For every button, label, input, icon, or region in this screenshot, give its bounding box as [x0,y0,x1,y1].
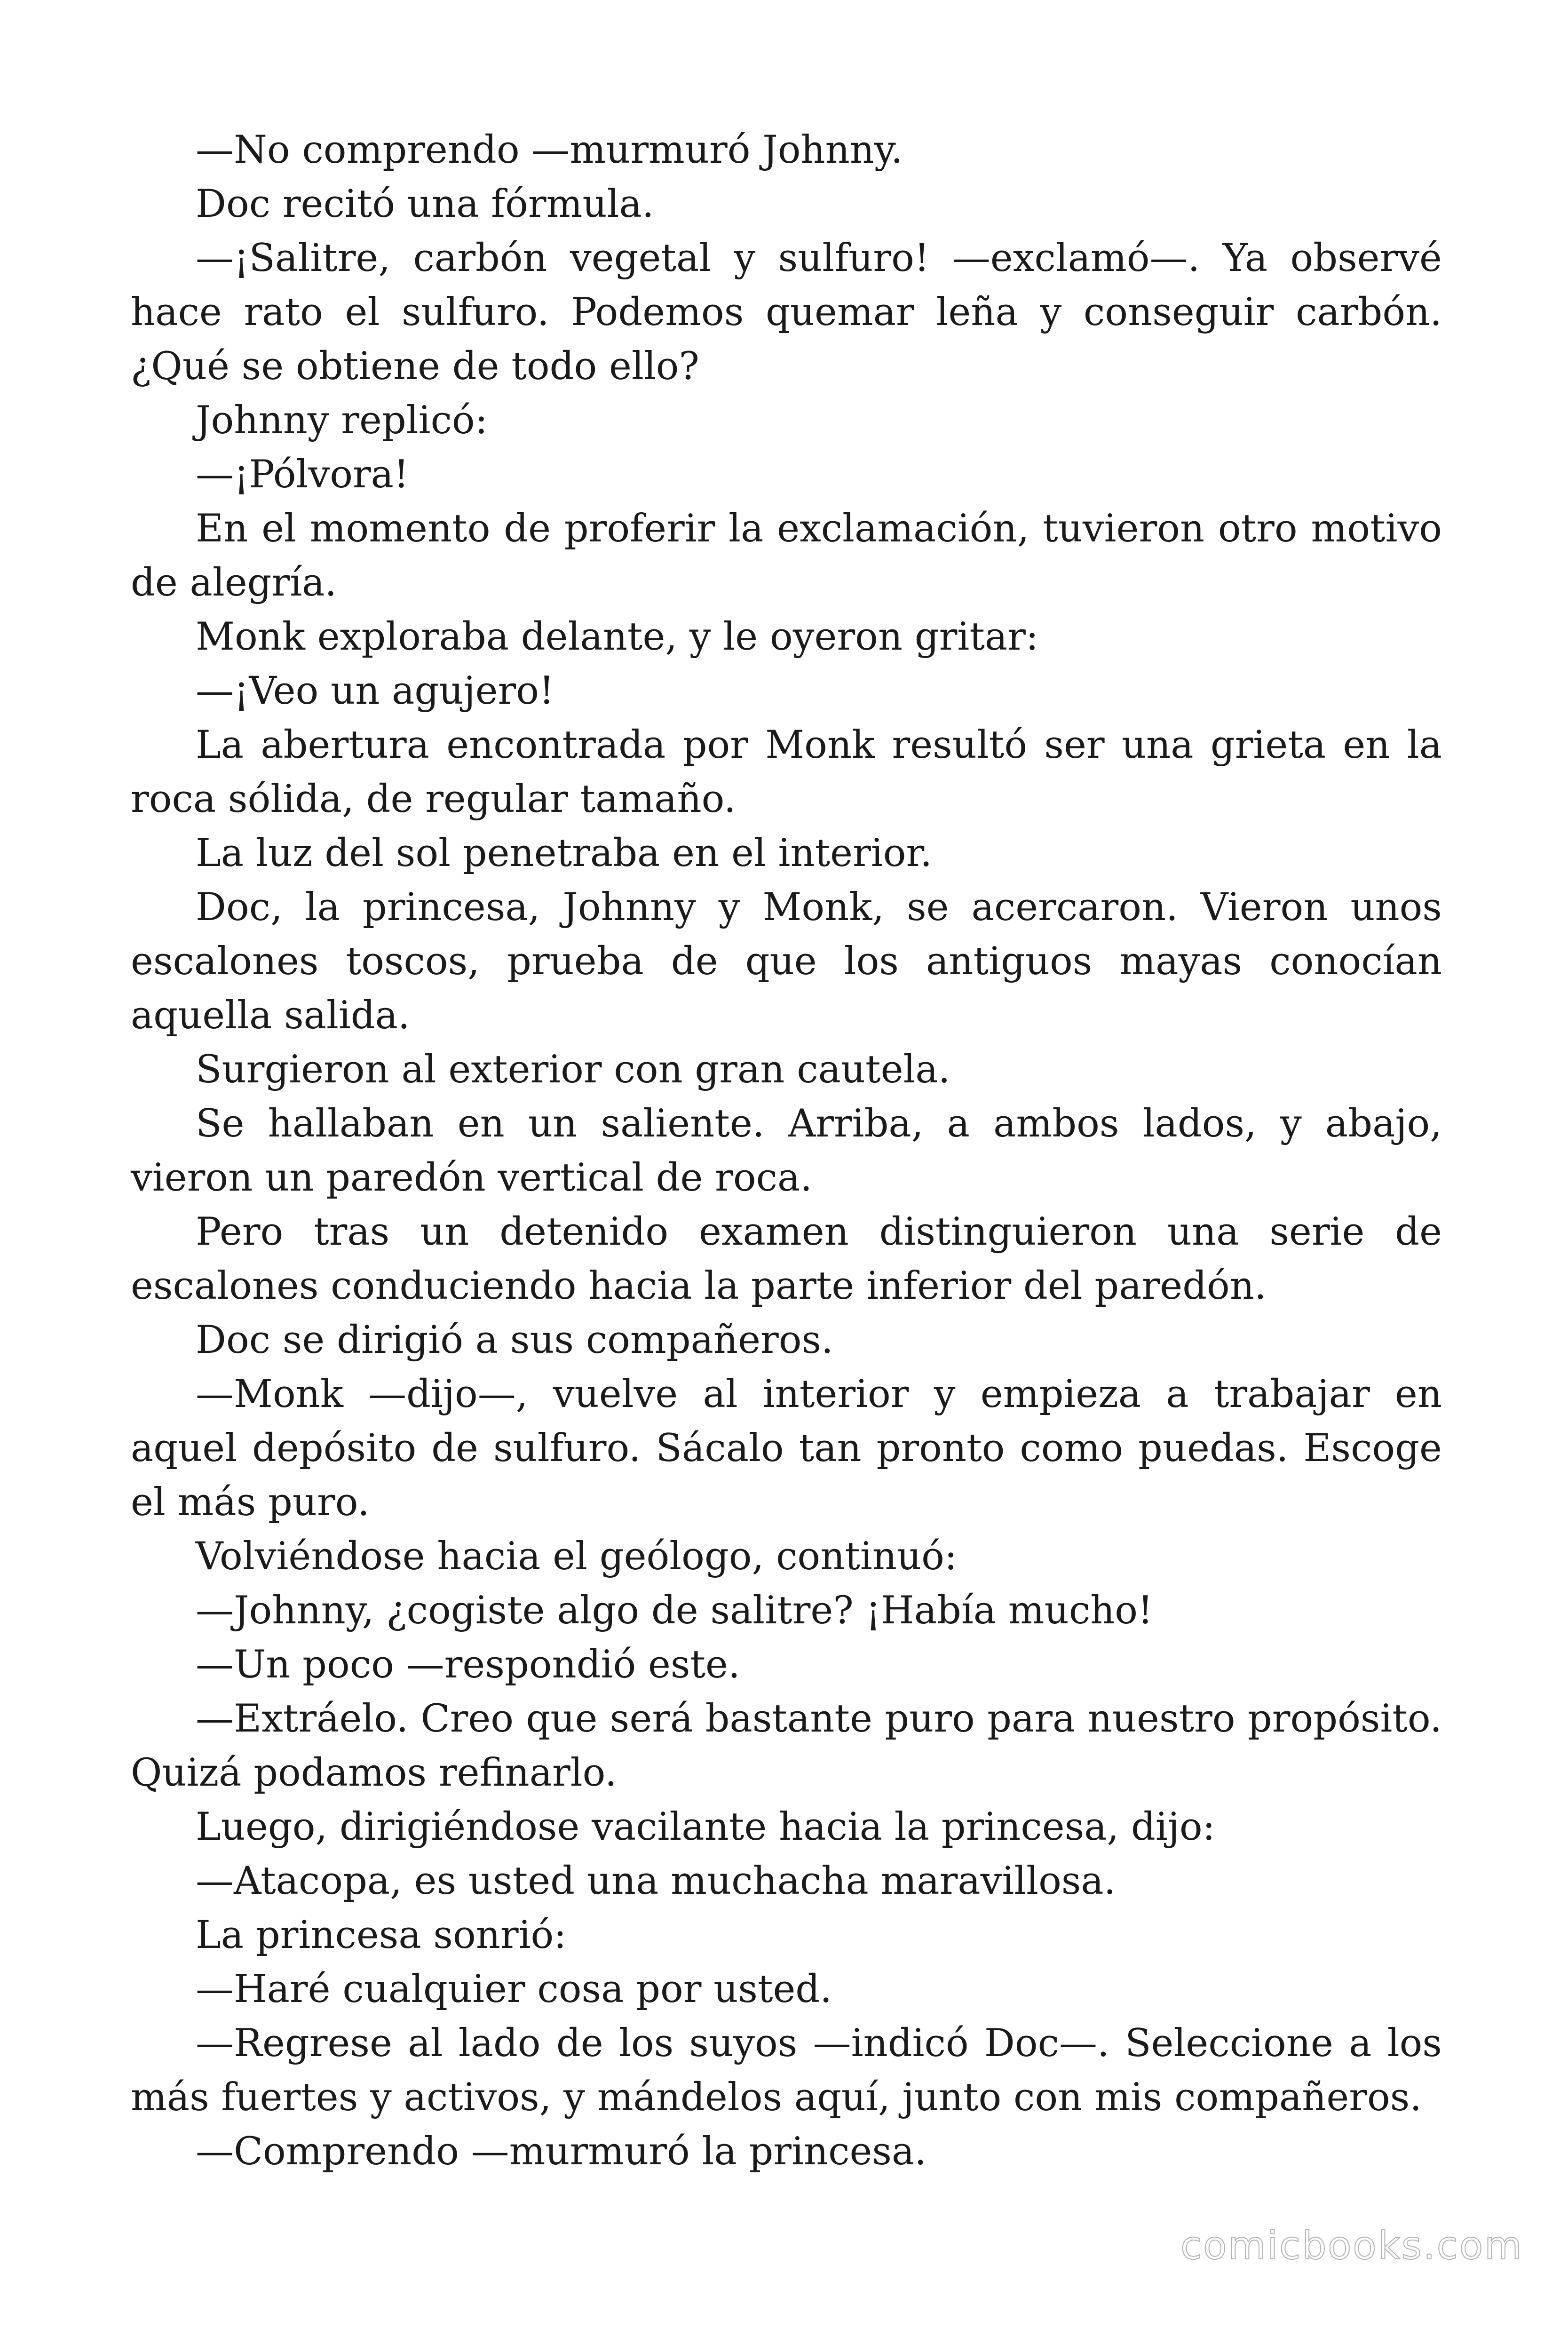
paragraph: En el momento de proferir la exclamación, tuvieron otro motivo de alegría. [131,507,1442,605]
paragraph: La luz del sol penetraba en el interior. [196,831,933,875]
paragraph: Doc recitó una fórmula. [196,182,654,226]
paragraph: —Extráelo. Creo que será bastante puro para nuestro propósito. Quizá podamos refinarlo. [131,1697,1442,1795]
paragraph: —Monk —dijo—, vuelve al interior y empieza a trabajar en aquel depósito de sulfuro. Sácalo tan pronto como puedas. Escoge el más puro. [131,1372,1442,1525]
paragraph: La abertura encontrada por Monk resultó ser una grieta en la roca sólida, de regular tamaño. [131,723,1442,821]
paragraph: La princesa sonrió: [196,1913,567,1957]
paragraph: Johnny replicó: [196,398,488,443]
paragraph: —Johnny, ¿cogiste algo de salitre? ¡Había mucho! [196,1589,1153,1633]
paragraph: —Comprendo —murmuró la princesa. [196,2130,927,2174]
paragraph: Doc se dirigió a sus compañeros. [196,1318,833,1362]
watermark: comicbooks.com [1180,2224,1523,2268]
paragraph: —No comprendo —murmuró Johnny. [196,128,903,172]
paragraph: Se hallaban en un saliente. Arriba, a ambos lados, y abajo, vieron un paredón vertical de roca. [131,1102,1442,1200]
paragraph: Pero tras un detenido examen distinguieron una serie de escalones conduciendo hacia la parte inferior del paredón. [131,1210,1442,1308]
page-body-text [131,123,1442,2179]
paragraph: —Haré cualquier cosa por usted. [196,1967,832,2011]
paragraph: —Atacopa, es usted una muchacha maravillosa. [196,1859,1116,1903]
paragraph: —¡Pólvora! [196,453,409,497]
paragraph: —Regrese al lado de los suyos —indicó Doc—. Seleccione a los más fuertes y activos, y mándelos aquí, junto con mis compañeros. [131,2021,1442,2120]
paragraph: Luego, dirigiéndose vacilante hacia la princesa, dijo: [196,1805,1215,1849]
paragraph: Surgieron al exterior con gran cautela. [196,1048,950,1092]
paragraph: Monk exploraba delante, y le oyeron gritar: [196,615,1039,659]
paragraph: —¡Veo un agujero! [196,669,554,713]
paragraph: —¡Salitre, carbón vegetal y sulfuro! —exclamó—. Ya observé hace rato el sulfuro. Podemos quemar leña y conseguir carbón. ¿Qué se obtiene de todo ello? [131,236,1442,389]
paragraph: —Un poco —respondió este. [196,1643,740,1687]
paragraph: Doc, la princesa, Johnny y Monk, se acercaron. Vieron unos escalones toscos, prueba de que los antiguos mayas conocían aquella salida. [131,885,1442,1038]
paragraph: Volviéndose hacia el geólogo, continuó: [196,1534,958,1579]
